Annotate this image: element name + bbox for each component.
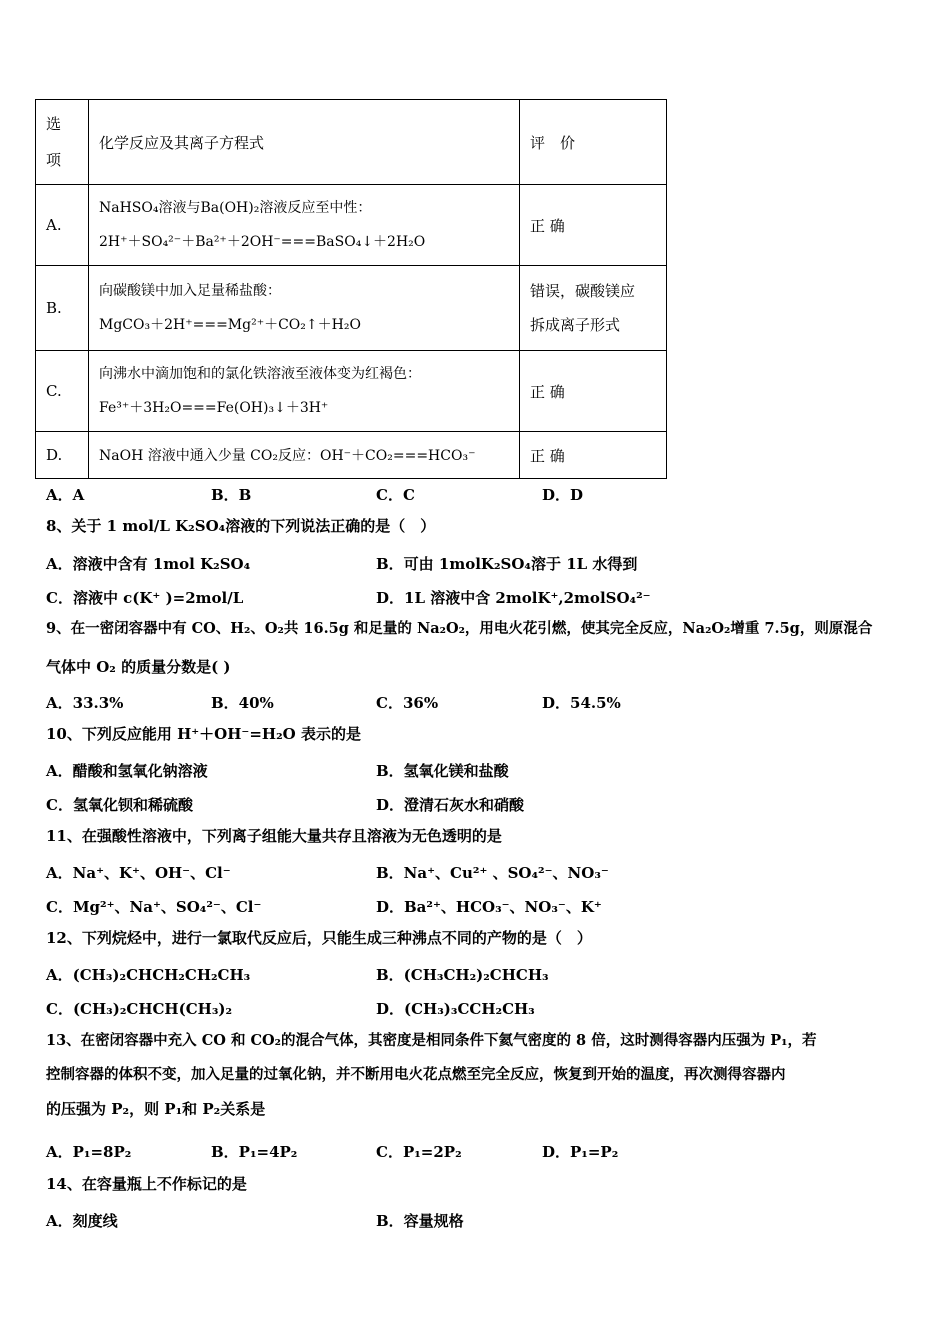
- evaluation-line: 拆成离子形式: [530, 316, 621, 334]
- table-header-row: [36, 100, 667, 185]
- option-b[interactable]: B．Na⁺、Cu²⁺ 、SO₄²⁻、NO₃⁻: [376, 864, 609, 882]
- question-13: [46, 1024, 920, 1126]
- question-stem-continued: 的压强为 P₂，则 P₁和 P₂关系是: [46, 1100, 266, 1118]
- option-d[interactable]: D．(CH₃)₃CCH₂CH₃: [376, 1000, 535, 1018]
- option-c[interactable]: C．Mg²⁺、Na⁺、SO₄²⁻、Cl⁻: [46, 898, 262, 916]
- row-reaction: NaOH 溶液中通入少量 CO₂反应：OH⁻＋CO₂===HCO₃⁻: [89, 432, 520, 479]
- option-d[interactable]: D．澄清石灰水和硝酸: [376, 796, 525, 814]
- table-row: [36, 185, 667, 266]
- row-reaction: [89, 266, 520, 351]
- option-b[interactable]: B．可由 1molK₂SO₄溶于 1L 水得到: [376, 555, 638, 573]
- option-b[interactable]: B．容量规格: [376, 1212, 464, 1230]
- question-stem: 11、在强酸性溶液中，下列离子组能大量共存且溶液为无色透明的是: [46, 827, 502, 845]
- reaction-equation: Fe³⁺＋3H₂O===Fe(OH)₃↓＋3H⁺: [99, 400, 329, 416]
- question-10: [46, 717, 910, 751]
- row-evaluation: 正 确: [520, 185, 667, 266]
- reaction-line: 向碳酸镁中加入足量稀盐酸：: [99, 283, 281, 299]
- question-stem: 12、下列烷烃中，进行一氯取代反应后，只能生成三种沸点不同的产物的是（ ）: [46, 929, 592, 947]
- row-evaluation: 正 确: [520, 351, 667, 432]
- reaction-evaluation-table: [35, 99, 667, 479]
- header-evaluation: 评 价: [520, 100, 667, 185]
- row-evaluation: [520, 266, 667, 351]
- option-a[interactable]: A．醋酸和氢氧化钠溶液: [46, 762, 208, 780]
- row-evaluation: 正 确: [520, 432, 667, 479]
- header-reaction: 化学反应及其离子方程式: [89, 100, 520, 185]
- question-stem: 9、在一密闭容器中有 CO、H₂、O₂共 16.5g 和足量的 Na₂O₂，用电火花引燃，使其完全反应，Na₂O₂增重 7.5g，则原混合: [46, 620, 873, 637]
- table-row: [36, 266, 667, 351]
- question-stem-continued: 气体中 O₂ 的质量分数是( ): [46, 658, 231, 676]
- option-a[interactable]: A．(CH₃)₂CHCH₂CH₂CH₃: [46, 966, 251, 984]
- row-option: C.: [36, 351, 89, 432]
- row-option: A.: [36, 185, 89, 266]
- option-c[interactable]: C．溶液中 c(K⁺ )=2mol/L: [46, 589, 244, 607]
- option-d[interactable]: D．D: [542, 486, 584, 504]
- reaction-equation: 2H⁺＋SO₄²⁻＋Ba²⁺＋2OH⁻===BaSO₄↓＋2H₂O: [99, 234, 426, 250]
- option-a[interactable]: A．刻度线: [46, 1212, 118, 1230]
- option-b[interactable]: B．P₁=4P₂: [211, 1143, 298, 1161]
- option-c[interactable]: C．C: [376, 486, 415, 504]
- row-option: B.: [36, 266, 89, 351]
- row-option: D.: [36, 432, 89, 479]
- option-a[interactable]: A．33.3%: [46, 694, 124, 712]
- option-d[interactable]: D．P₁=P₂: [542, 1143, 619, 1161]
- evaluation-line: 错误，碳酸镁应: [530, 282, 636, 300]
- option-b[interactable]: B．40%: [211, 694, 274, 712]
- question-9: [46, 612, 920, 684]
- question-stem: 13、在密闭容器中充入 CO 和 CO₂的混合气体，其密度是相同条件下氦气密度的 8 倍，这时测得容器内压强为 P₁，若: [46, 1032, 817, 1049]
- option-c[interactable]: C．氢氧化钡和稀硫酸: [46, 796, 193, 814]
- option-b[interactable]: B．(CH₃CH₂)₂CHCH₃: [376, 966, 549, 984]
- option-a[interactable]: A．P₁=8P₂: [46, 1143, 132, 1161]
- question-8: [46, 509, 910, 543]
- table-row: [36, 432, 667, 479]
- question-stem: 8、关于 1 mol/L K₂SO₄溶液的下列说法正确的是（ ）: [46, 517, 436, 535]
- option-d[interactable]: D．1L 溶液中含 2molK⁺,2molSO₄²⁻: [376, 589, 651, 607]
- option-c[interactable]: C．(CH₃)₂CHCH(CH₃)₂: [46, 1000, 233, 1018]
- row-reaction: [89, 185, 520, 266]
- question-stem: 14、在容量瓶上不作标记的是: [46, 1175, 247, 1193]
- row-reaction: [89, 351, 520, 432]
- option-d[interactable]: D．54.5%: [542, 694, 621, 712]
- option-c[interactable]: C．36%: [376, 694, 439, 712]
- option-a[interactable]: A．溶液中含有 1mol K₂SO₄: [46, 555, 251, 573]
- option-d[interactable]: D．Ba²⁺、HCO₃⁻、NO₃⁻、K⁺: [376, 898, 602, 916]
- option-a[interactable]: A．Na⁺、K⁺、OH⁻、Cl⁻: [46, 864, 231, 882]
- question-11: [46, 819, 910, 853]
- option-c[interactable]: C．P₁=2P₂: [376, 1143, 462, 1161]
- reaction-equation: MgCO₃＋2H⁺===Mg²⁺＋CO₂↑＋H₂O: [99, 317, 361, 333]
- reaction-line: NaHSO₄溶液与Ba(OH)₂溶液反应至中性：: [99, 200, 372, 216]
- option-a[interactable]: A．A: [46, 486, 85, 504]
- header-option: 选项: [36, 100, 89, 185]
- question-stem: 10、下列反应能用 H⁺＋OH⁻=H₂O 表示的是: [46, 725, 361, 743]
- table-row: [36, 351, 667, 432]
- question-14: [46, 1167, 910, 1201]
- question-12: [46, 921, 910, 955]
- question-stem-continued: 控制容器的体积不变，加入足量的过氧化钠，并不断用电火花点燃至完全反应，恢复到开始的温度，再次测得容器内: [46, 1066, 786, 1083]
- option-b[interactable]: B．氢氧化镁和盐酸: [376, 762, 509, 780]
- reaction-line: 向沸水中滴加饱和的氯化铁溶液至液体变为红褐色：: [99, 366, 421, 382]
- option-b[interactable]: B．B: [211, 486, 252, 504]
